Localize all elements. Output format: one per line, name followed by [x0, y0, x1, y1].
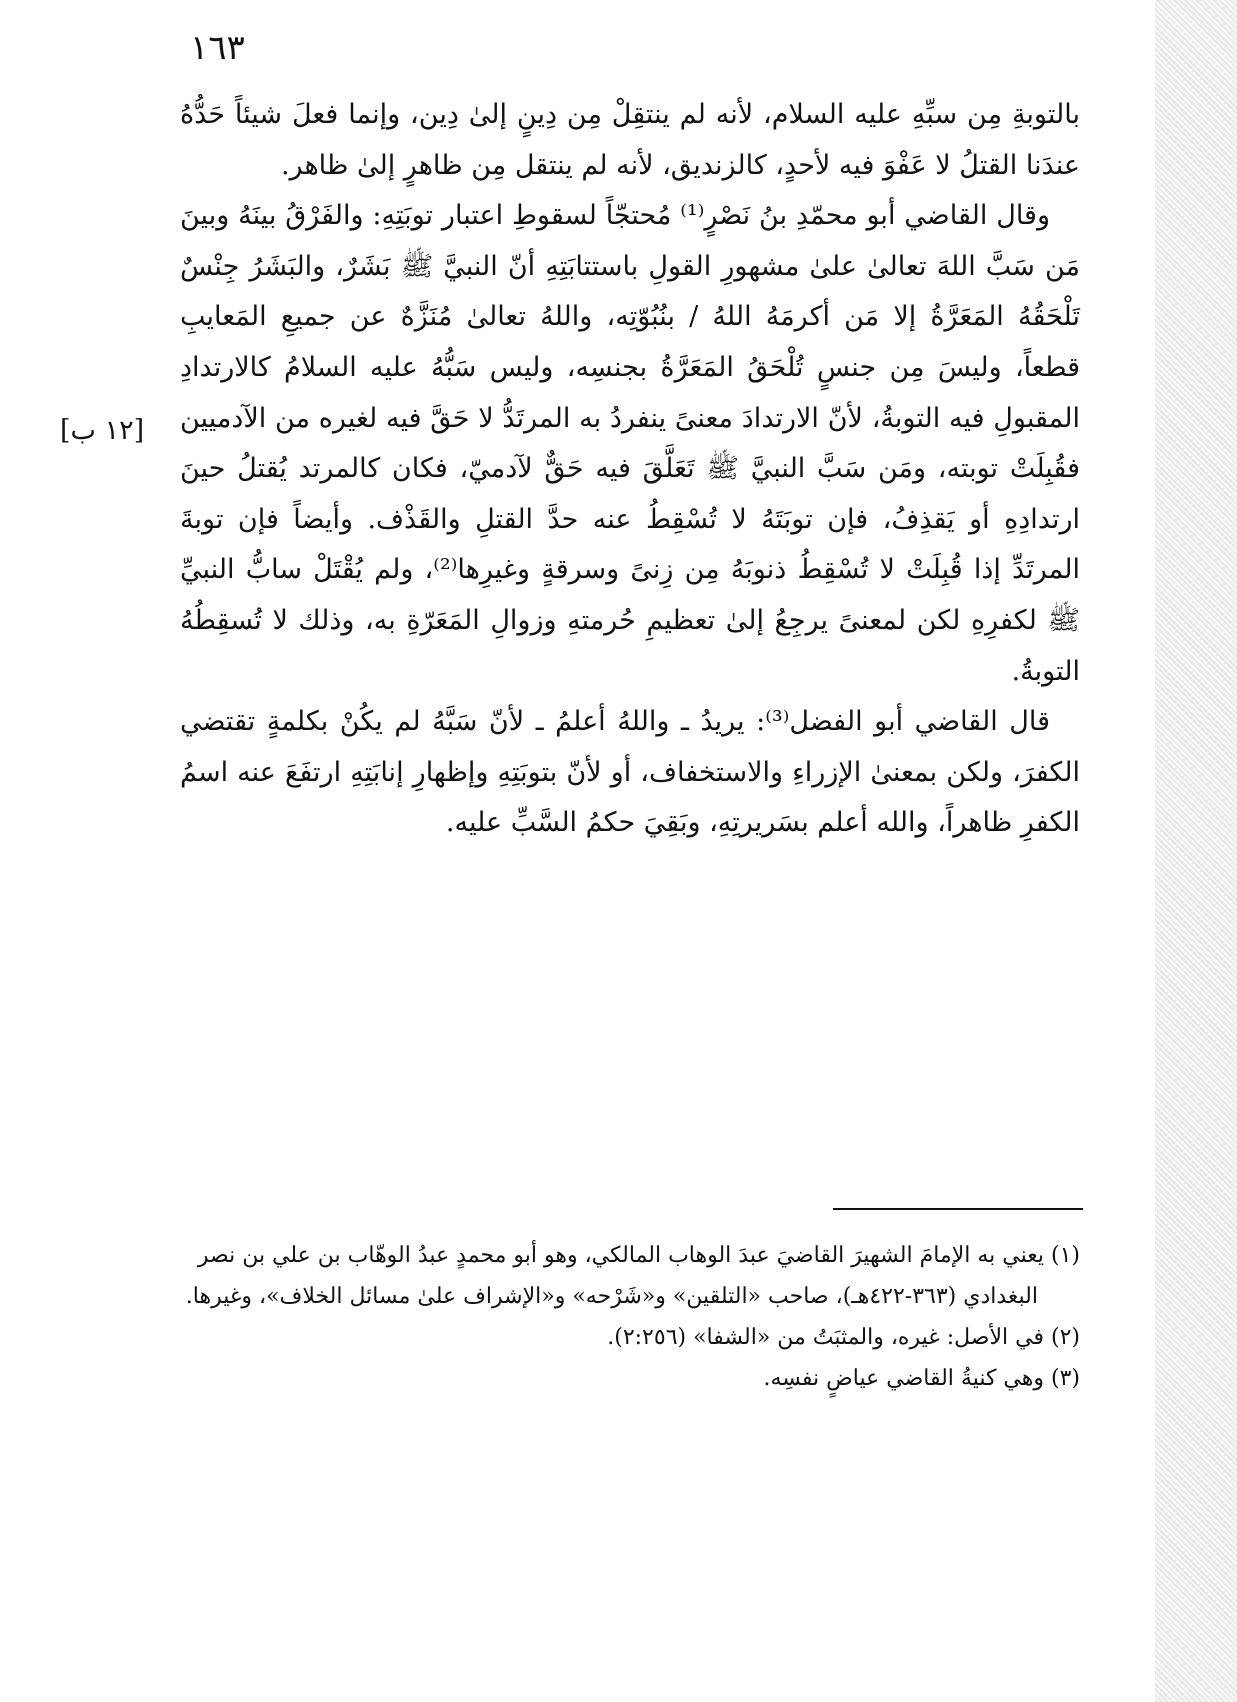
footnote-3: (٣) وهي كنيةُ القاضي عياضٍ نفسِه.: [763, 1366, 1080, 1391]
page-number: ١٦٣: [190, 28, 245, 68]
footnotes: [180, 1235, 1080, 1399]
paragraph-1: بالتوبةِ مِن سبِّهِ عليه السلام، لأنه لم ينتقِلْ مِن دِينٍ إلىٰ دِين، وإنما فعلَ شيئاً حَدُّهُ عندَنا القتلُ لا عَفْوَ فيه لأحدٍ، كالزنديق، لأنه لم ينتقل مِن ظاهرٍ إلىٰ ظاهر.: [180, 99, 1080, 181]
paragraph-3: قال القاضي أبو الفضل⁽³⁾: يريدُ ـ واللهُ أعلمُ ـ لأنّ سَبَّهُ لم يكُنْ بكلمةٍ تقتضي الكفرَ، ولكن بمعنىٰ الإزراءِ والاستخفاف، أو لأنّ بتوبَتِهِ وإظهارِ إنابَتِهِ ارتفَعَ عنه اسمُ الكفرِ ظاهراً، والله أعلم بسَريرتِهِ، وبَقِيَ حكمُ السَّبِّ عليه.: [180, 706, 1080, 839]
scan-gutter: [1155, 0, 1237, 1702]
main-text: [180, 90, 1080, 849]
footnote-1: (١) يعني به الإمامَ الشهيرَ القاضيَ عبدَ الوهاب المالكي، وهو أبو محمدٍ عبدُ الوهّاب بن علي بن نصر البغدادي (٣٦٣-٤٢٢هـ)، صاحب «التلقين» و«شَرْحه» و«الإشراف علىٰ مسائل الخلاف»، وغيرها.: [185, 1243, 1080, 1309]
footnote-divider: [833, 1208, 1083, 1210]
footnote-2: (٢) في الأصل: غيره، والمثبَتُ من «الشفا» (٢:٢٥٦).: [607, 1325, 1080, 1350]
folio-marker: [١٢ ب]: [60, 415, 145, 446]
paragraph-2: وقال القاضي أبو محمّدِ بنُ نَصْرٍ⁽¹⁾ مُحتجّاً لسقوطِ اعتبار توبَتِهِ: والفَرْقُ بينَهُ وبينَ مَن سَبَّ اللهَ تعالىٰ علىٰ مشهورِ القولِ باستتابَتِهِ أنّ النبيَّ ﷺ بَشَرٌ، والبَشَرُ جِنْسٌ تَلْحَقُهُ المَعَرَّةُ إلا مَن أكرمَهُ اللهُ / بنُبُوّتِه، واللهُ تعالىٰ مُنَزَّهٌ عن جميعِ المَعايبِ قطعاً، وليسَ مِن جنسٍ تُلْحَقُ المَعَرَّةُ بجنسِه، وليس سَبُّهُ عليه السلامُ كالارتدادِ المقبولِ فيه التوبةُ، لأنّ الارتدادَ معنىً ينفردُ به المرتَدُّ لا حَقَّ فيه لغيره من الآدميين فقُبِلَتْ توبته، ومَن سَبَّ النبيَّ ﷺ تَعَلَّقَ فيه حَقٌّ لآدميّ، فكان كالمرتد يُقتلُ حينَ ارتدادِهِ أو يَقذِفُ، فإن توبَتَهُ لا تُسْقِطُ عنه حدَّ القتلِ والقَذْف. وأيضاً فإن توبةَ المرتَدِّ إذا قُبِلَتْ لا تُسْقِطُ ذنوبَهُ مِن زِنىً وسرقةٍ وغيرِها⁽²⁾، ولم يُقْتَلْ سابُّ النبيِّ ﷺ لكفرِهِ لكن لمعنىً يرجِعُ إلىٰ تعظيمِ حُرمتهِ وزوالِ المَعَرّةِ به، وذلك لا تُسقِطُهُ التوبةُ.: [180, 200, 1080, 687]
